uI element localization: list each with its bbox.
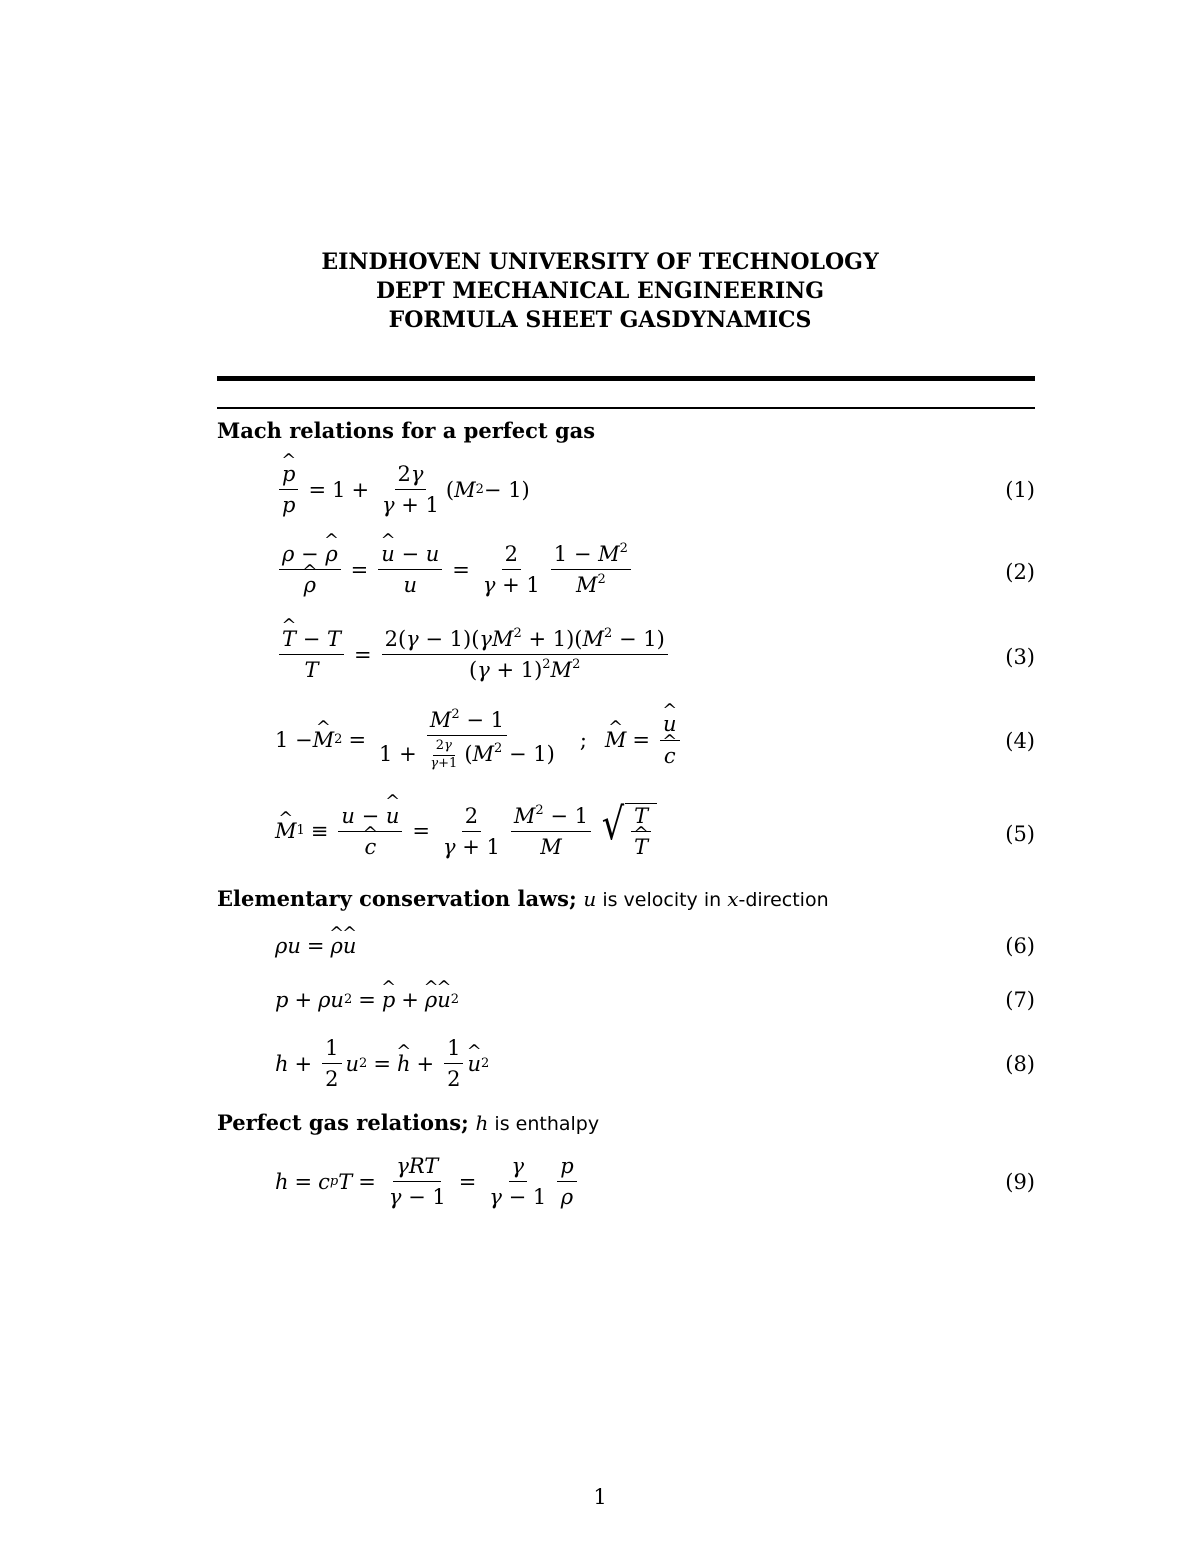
equation-number-7: (7) [1005, 988, 1035, 1012]
equation-4: 1 − ^ M 2 = $M^2 - 1$ 1 + $\frac{2\gamma}{\gamma+1}$ $(M^2 - 1)$ ; ^ M = ^ u ^ c [275, 708, 684, 772]
variable-x: x [727, 887, 739, 911]
equation-number-6: (6) [1005, 934, 1035, 958]
equation-9: h = c p T = $\frac{\text{γRT}}{\gamma - 1}$ = $\frac{\gamma}{\gamma - 1}$ $\frac{p}{\rho}$ [275, 1154, 581, 1209]
section-heading-text: is velocity in [596, 889, 728, 911]
title-line-department: DEPT MECHANICAL ENGINEERING [375, 278, 825, 304]
equation-5: ^ M 1 ≡ u − ^ u ^ c = $\frac{2}{\gamma + 1}$ $\frac{M^2 - 1}{M}$ √ T ^ T [275, 803, 657, 859]
equation-1: ^ $\frac{p}{p}$ = 1 + $\frac{2\gamma}{\gamma + 1}$ ( M 2 − 1) [275, 462, 530, 517]
section-heading-text: is enthalpy [488, 1113, 600, 1135]
equation-8: h + $\frac{1}{2}$ u 2 = ^ h + $\frac{1}{2}$ ^ u 2 [275, 1036, 489, 1091]
variable-u: u [583, 887, 597, 911]
equation-number-8: (8) [1005, 1052, 1035, 1076]
document-title [0, 248, 1200, 335]
page-number: 1 [593, 1485, 607, 1509]
section-heading-bold: Mach relations for a perfect gas [217, 418, 596, 443]
equation-6: ρu = ^ ρ ^ u [275, 934, 356, 958]
equation-number-1: (1) [1005, 478, 1035, 502]
title-line-sheet: FORMULA SHEET GASDYNAMICS [388, 307, 812, 333]
equation-number-9: (9) [1005, 1170, 1035, 1194]
equation-number-3: (3) [1005, 645, 1035, 669]
section-heading-bold: Elementary conservation laws; [217, 886, 577, 911]
equation-number-2: (2) [1005, 560, 1035, 584]
equation-number-4: (4) [1005, 729, 1035, 753]
thin-divider [217, 407, 1035, 409]
equation-7: p + ρu 2 = ^ p + ^ ρ ^ u 2 [275, 988, 459, 1012]
section-heading-perfect-gas [217, 1110, 599, 1135]
thick-divider [217, 376, 1035, 381]
equation-number-5: (5) [1005, 822, 1035, 846]
section-heading-text-suffix: -direction [738, 889, 829, 911]
equation-2: ρ − ^ ρ ^ ρ = ^ $\frac{u - u}{u}$ = $\frac{2}{\gamma + 1}$ $\frac{1 - M^2}{M^2}$ [275, 542, 635, 597]
section-heading-conservation-laws [217, 886, 829, 911]
section-heading-mach-relations [217, 418, 595, 443]
title-line-university: EINDHOVEN UNIVERSITY OF TECHNOLOGY [321, 249, 879, 275]
section-heading-bold: Perfect gas relations; [217, 1110, 469, 1135]
equation-3: ^ $\frac{T - T}{T}$ = $\frac{2(\gamma - 1)(\gamma M^2 + 1)(M^2 - 1)}{(\gamma + 1)^2M^2}$ [275, 627, 672, 682]
variable-h: h [475, 1111, 489, 1135]
